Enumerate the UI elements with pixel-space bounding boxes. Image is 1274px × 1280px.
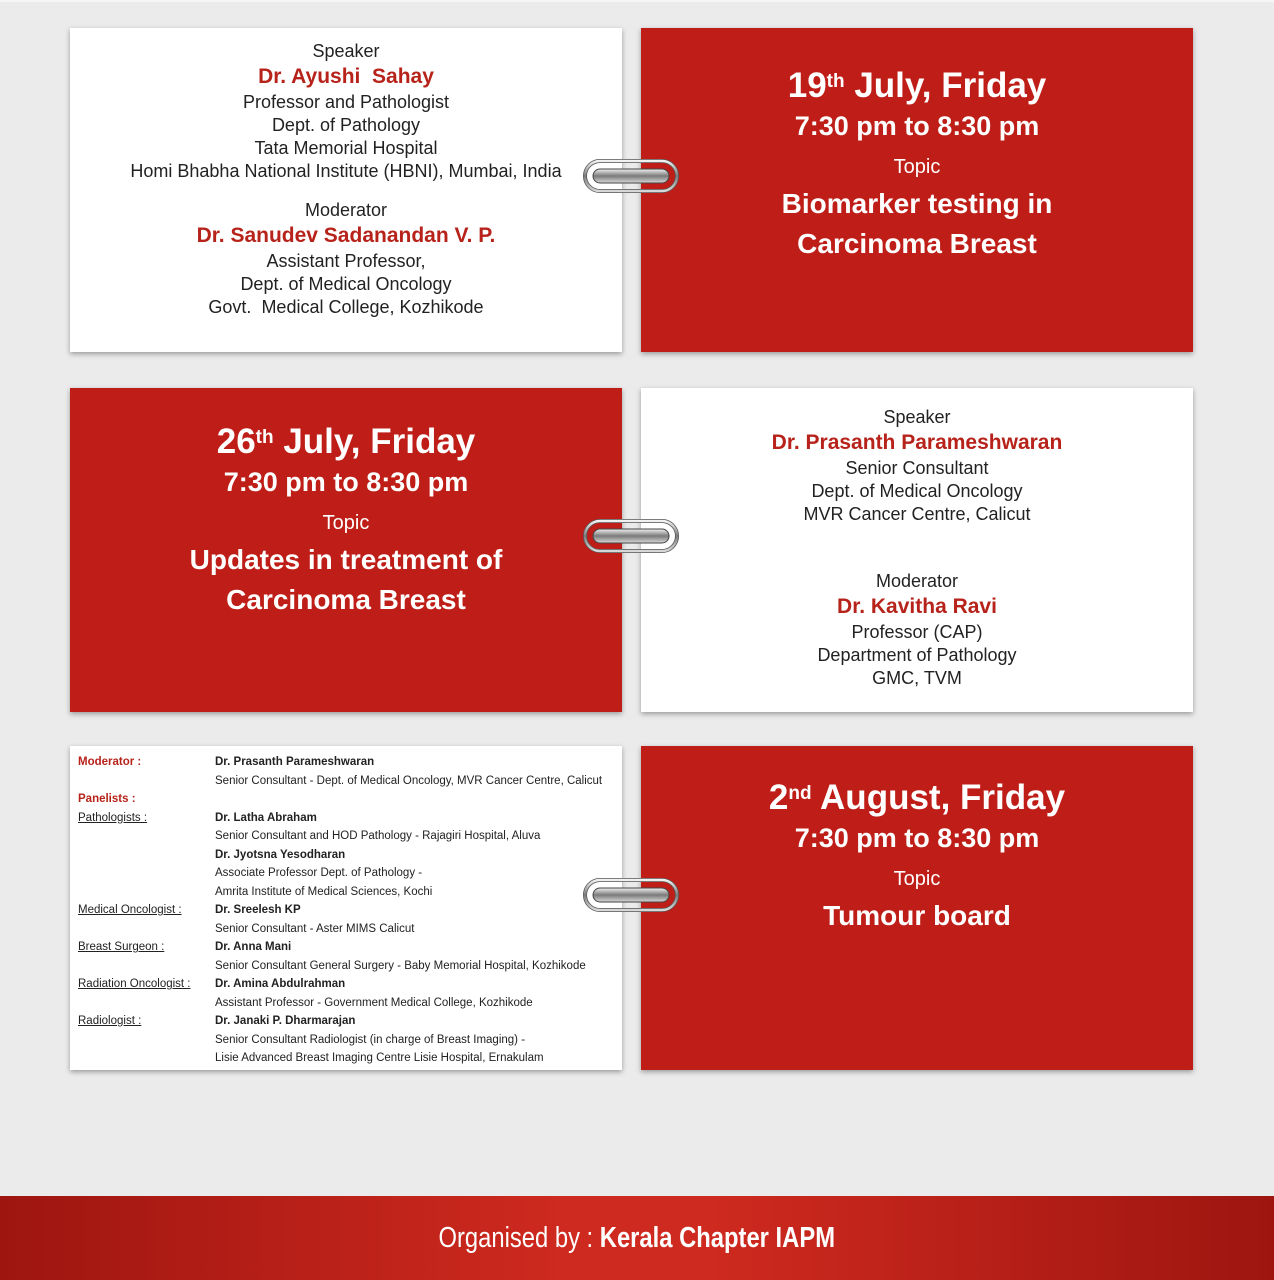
panel-row bbox=[78, 772, 616, 791]
breast-surgeon-label: Breast Surgeon : bbox=[78, 941, 165, 953]
panel-moderator-name: Dr. Prasanth Parameshwaran bbox=[215, 756, 375, 768]
topic-title: Carcinoma Breast bbox=[226, 584, 466, 615]
session1-speakers-card bbox=[70, 28, 622, 352]
speaker-detail: Dept. of Medical Oncology bbox=[811, 481, 1023, 501]
panelist-name: Dr. Amina Abdulrahman bbox=[215, 978, 346, 990]
panel-row-moderator bbox=[78, 753, 616, 772]
topic-title: Updates in treatment of bbox=[189, 544, 503, 575]
speaker-detail: Homi Bhabha National Institute (HBNI), Mumbai, India bbox=[130, 161, 562, 181]
session-date: 2nd August, Friday bbox=[768, 778, 1066, 817]
panelist-detail: Lisie Advanced Breast Imaging Centre Lisie Hospital, Ernakulam bbox=[215, 1052, 544, 1064]
topic-label: Topic bbox=[893, 868, 941, 890]
organiser-name: Kerala Chapter IAPM bbox=[600, 1221, 836, 1254]
session2-date-card bbox=[70, 388, 622, 712]
moderator-label: Moderator bbox=[304, 200, 388, 220]
radiation-oncologist-label: Radiation Oncologist : bbox=[78, 978, 191, 990]
speaker-detail: Senior Consultant bbox=[845, 458, 989, 478]
speaker-detail: Tata Memorial Hospital bbox=[254, 138, 438, 158]
panelist-name: Dr. Latha Abraham bbox=[215, 811, 317, 824]
panelist-name: Dr. Anna Mani bbox=[215, 941, 292, 953]
panelist-detail: Senior Consultant - Aster MIMS Calicut bbox=[215, 922, 415, 935]
moderator-name: Dr. Sanudev Sadanandan V. P. bbox=[196, 224, 496, 247]
panel-row bbox=[78, 883, 616, 902]
session-date: 26th July, Friday bbox=[216, 422, 476, 461]
panel-row bbox=[78, 920, 616, 939]
topic-title: Biomarker testing in bbox=[781, 188, 1053, 219]
panel-row bbox=[78, 994, 616, 1013]
organiser-line bbox=[439, 1222, 835, 1255]
panel-row bbox=[78, 1031, 616, 1050]
panel-row bbox=[78, 827, 616, 846]
panelist-detail: Senior Consultant Radiologist (in charge of Breast Imaging) - bbox=[215, 1033, 526, 1046]
panel-row bbox=[78, 957, 616, 976]
session-time: 7:30 pm to 8:30 pm bbox=[794, 823, 1040, 853]
topic-title: Tumour board bbox=[823, 900, 1011, 931]
panel-row bbox=[78, 809, 616, 828]
moderator-detail: Dept. of Medical Oncology bbox=[240, 274, 452, 294]
panelist-detail: Associate Professor Dept. of Pathology - bbox=[215, 867, 423, 879]
topic-label: Topic bbox=[322, 512, 370, 534]
binder-ring-icon bbox=[583, 877, 679, 913]
binder-ring-icon bbox=[583, 158, 679, 194]
panel-row bbox=[78, 864, 616, 883]
panelist-name: Dr. Sreelesh KP bbox=[215, 904, 301, 916]
speaker-detail: MVR Cancer Centre, Calicut bbox=[803, 504, 1031, 524]
topic-label: Topic bbox=[893, 156, 941, 178]
session3-date-card bbox=[641, 746, 1193, 1070]
moderator-detail: Department of Pathology bbox=[817, 645, 1017, 665]
panel-moderator-label: Moderator : bbox=[78, 756, 142, 768]
panel-row bbox=[78, 846, 616, 865]
panel-row bbox=[78, 790, 616, 809]
moderator-name: Dr. Kavitha Ravi bbox=[837, 595, 997, 618]
speaker-detail: Professor and Pathologist bbox=[242, 92, 450, 112]
panel-row bbox=[78, 901, 616, 920]
binder-ring-icon bbox=[583, 518, 679, 554]
organiser-prefix: Organised by : bbox=[438, 1221, 601, 1254]
session1-date-card bbox=[641, 28, 1193, 352]
panel-row bbox=[78, 938, 616, 957]
panelist-name: Dr. Jyotsna Yesodharan bbox=[215, 848, 346, 861]
panelist-detail: Amrita Institute of Medical Sciences, Kochi bbox=[215, 885, 433, 898]
moderator-label: Moderator bbox=[875, 571, 959, 591]
speaker-detail: Dept. of Pathology bbox=[271, 115, 421, 135]
panel-moderator-detail: Senior Consultant - Dept. of Medical Oncology, MVR Cancer Centre, Calicut bbox=[215, 774, 603, 787]
session-time: 7:30 pm to 8:30 pm bbox=[223, 467, 469, 497]
panelists-label: Panelists : bbox=[78, 793, 136, 805]
speaker-name: Dr. Prasanth Parameshwaran bbox=[771, 431, 1063, 454]
moderator-detail: Govt. Medical College, Kozhikode bbox=[208, 297, 484, 317]
topic-title: Carcinoma Breast bbox=[797, 228, 1037, 259]
panelist-detail: Assistant Professor - Government Medical College, Kozhikode bbox=[215, 996, 533, 1009]
moderator-detail: GMC, TVM bbox=[872, 668, 962, 688]
tumour-board-panel-card bbox=[70, 746, 622, 1070]
top-edge bbox=[0, 0, 1274, 2]
speaker-label: Speaker bbox=[312, 41, 380, 61]
session-time: 7:30 pm to 8:30 pm bbox=[794, 111, 1040, 141]
speaker-name: Dr. Ayushi Sahay bbox=[258, 65, 434, 88]
footer-banner bbox=[0, 1196, 1274, 1280]
speaker-label: Speaker bbox=[883, 407, 951, 427]
radiologist-label: Radiologist : bbox=[78, 1015, 142, 1027]
panelist-name: Dr. Janaki P. Dharmarajan bbox=[215, 1015, 356, 1027]
panel-row bbox=[78, 1012, 616, 1031]
medical-oncologist-label: Medical Oncologist : bbox=[78, 904, 182, 916]
panel-row bbox=[78, 1049, 616, 1068]
panel-row bbox=[78, 975, 616, 994]
panelist-detail: Senior Consultant and HOD Pathology - Rajagiri Hospital, Aluva bbox=[215, 830, 541, 842]
session-date: 19th July, Friday bbox=[787, 66, 1047, 105]
session2-speakers-card bbox=[641, 388, 1193, 712]
moderator-detail: Assistant Professor, bbox=[266, 251, 426, 271]
moderator-detail: Professor (CAP) bbox=[851, 622, 983, 642]
pathologists-label: Pathologists : bbox=[78, 811, 148, 824]
panelist-detail: Senior Consultant General Surgery - Baby Memorial Hospital, Kozhikode bbox=[215, 959, 586, 972]
